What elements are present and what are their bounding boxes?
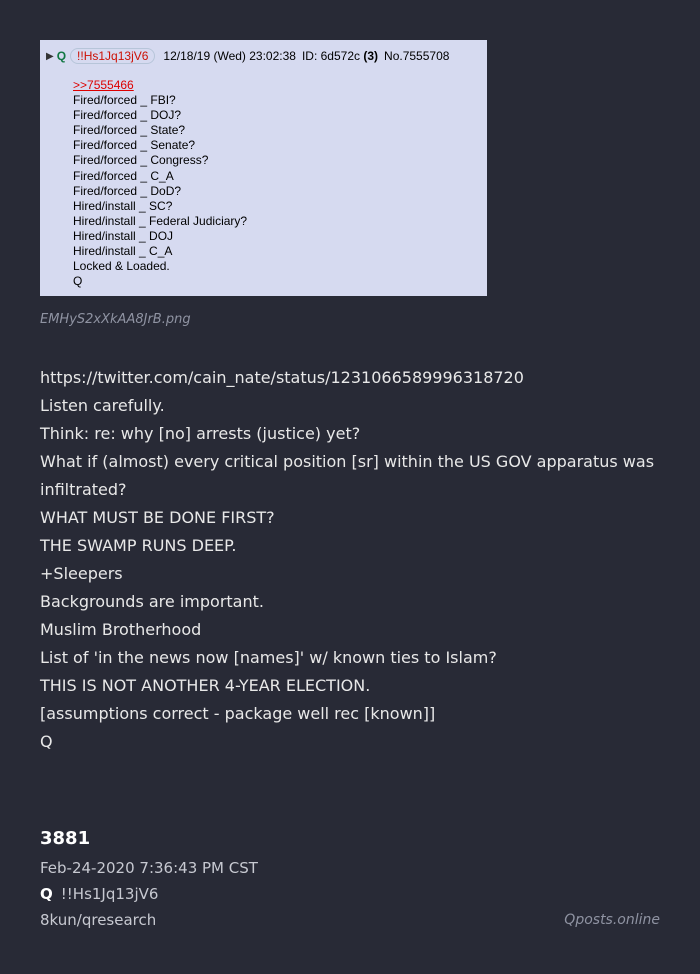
post-board: 8kun/qresearch (40, 911, 157, 929)
post-line: Muslim Brotherhood (40, 620, 202, 639)
embed-tripcode-badge: !!Hs1Jq13jV6 (70, 48, 155, 64)
post-line: Q (40, 732, 53, 751)
embed-post-number: No.7555708 (384, 49, 450, 63)
post-body (40, 364, 660, 756)
post-line: THIS IS NOT ANOTHER 4-YEAR ELECTION. (40, 676, 371, 695)
post-author (40, 885, 158, 903)
post-number: 3881 (40, 828, 91, 849)
embed-body (73, 78, 247, 289)
embedded-post-image[interactable] (40, 40, 487, 296)
embed-reply-link: >>7555466 (73, 78, 134, 92)
author-tripcode: !!Hs1Jq13jV6 (60, 885, 159, 903)
embed-id (302, 49, 378, 63)
embed-line: Fired/forced _ Senate? (73, 138, 196, 153)
embed-line: Hired/install _ DOJ (73, 228, 174, 243)
expand-arrow-icon: ▶ (46, 50, 54, 62)
post-line: Listen carefully. (40, 396, 165, 415)
post-line: Think: re: why [no] arrests (justice) yet? (40, 424, 361, 443)
embed-line: Q (73, 274, 83, 289)
embed-header (46, 47, 455, 65)
post-line: WHAT MUST BE DONE FIRST? (40, 508, 275, 527)
post-line: Backgrounds are important. (40, 592, 264, 611)
embed-line: Hired/install _ SC? (73, 198, 173, 213)
site-link[interactable]: Qposts.online (564, 912, 660, 928)
embed-line: Locked & Loaded. (73, 259, 170, 274)
author-name: Q (40, 885, 53, 903)
embed-id-label: ID: 6d572c (301, 49, 361, 63)
embed-datetime: 12/18/19 (Wed) 23:02:38 (163, 49, 296, 63)
image-filename: EMHyS2xXkAA8JrB.png (40, 312, 191, 327)
post-line: [assumptions correct - package well rec [known]] (40, 704, 436, 723)
embed-id-count: (3) (363, 49, 379, 63)
post-line: +Sleepers (40, 564, 123, 583)
post-date: Feb-24-2020 7:36:43 PM CST (40, 859, 258, 877)
embed-line: Hired/install _ C_A (73, 244, 173, 259)
post-line: List of 'in the news now [names]' w/ known ties to Islam? (40, 648, 497, 667)
embed-line: Hired/install _ Federal Judiciary? (73, 213, 248, 228)
post-line: What if (almost) every critical position [sr] within the US GOV apparatus was infiltrated? (40, 452, 655, 499)
embed-line: Fired/forced _ State? (73, 123, 186, 138)
embed-line: Fired/forced _ DoD? (73, 183, 182, 198)
embed-line: Fired/forced _ FBI? (73, 93, 176, 108)
embed-line: Fired/forced _ DOJ? (73, 108, 182, 123)
embed-line: Fired/forced _ Congress? (73, 153, 209, 168)
embed-author-name: Q (56, 49, 67, 63)
post-link[interactable]: https://twitter.com/cain_nate/status/1231066589996318720 (40, 368, 524, 387)
embed-line: Fired/forced _ C_A (73, 168, 174, 183)
post-line: THE SWAMP RUNS DEEP. (40, 536, 237, 555)
